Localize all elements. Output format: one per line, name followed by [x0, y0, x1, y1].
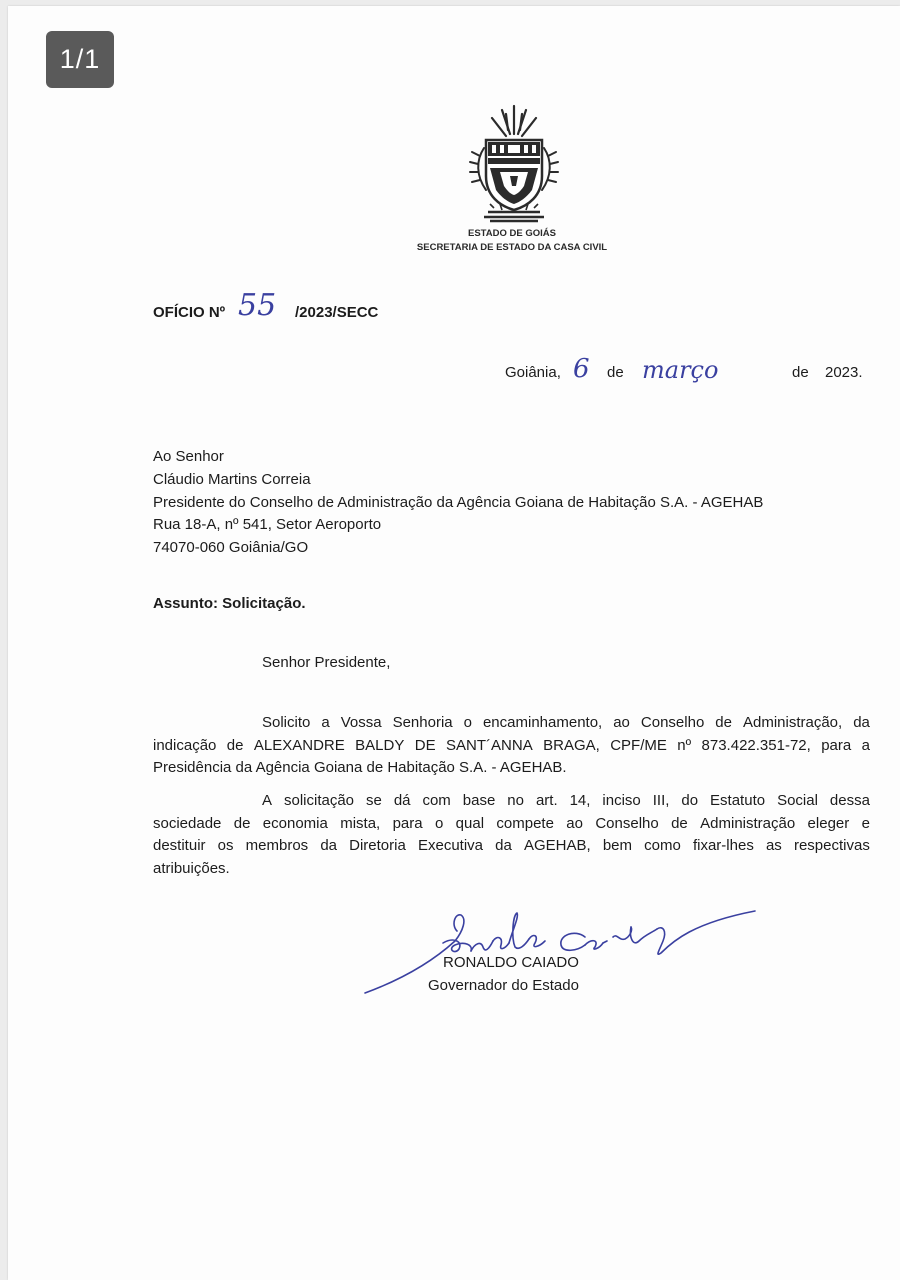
signatory-title: Governador do Estado [428, 977, 579, 994]
body-paragraph-1 [153, 712, 870, 780]
paragraph-line: atribuições. [153, 859, 230, 877]
justified-words: Solicito a Vossa Senhoria o encaminhamento, ao Conselho de Administração, da [262, 714, 870, 731]
page-counter-badge: 1/1 [46, 31, 114, 88]
recipient-line: 74070-060 Goiânia/GO [153, 539, 309, 557]
justified-words: indicação de ALEXANDRE BALDY DE SANT´ANNA BRAGA, CPF/ME nº 873.422.351-72, para a [153, 736, 870, 754]
letterhead [388, 227, 636, 255]
goias-coat-of-arms-icon [466, 100, 562, 224]
document-page [8, 6, 900, 1280]
paragraph-line [153, 790, 870, 813]
oficio-prefix: OFÍCIO Nº [153, 304, 226, 321]
letterhead-secretariat: SECRETARIA DE ESTADO DA CASA CIVIL [416, 242, 608, 253]
paragraph-line [153, 813, 870, 836]
recipient-block [153, 446, 763, 560]
body-paragraph-2 [153, 790, 870, 880]
date-line [505, 354, 870, 392]
signatory-name: RONALDO CAIADO [443, 954, 579, 971]
justified-words: A solicitação se dá com base no art. 14, inciso III, do Estatuto Social dessa [262, 792, 870, 809]
recipient-line: Presidente do Conselho de Administração da Agência Goiana de Habitação S.A. - AGEHAB [153, 493, 764, 511]
date-de-2: de [792, 364, 809, 381]
date-city: Goiânia, [505, 364, 561, 381]
oficio-suffix: /2023/SECC [295, 304, 379, 321]
letterhead-state: ESTADO DE GOIÁS [468, 228, 556, 239]
date-month-handwritten: março [642, 356, 719, 384]
paragraph-line [153, 835, 870, 858]
recipient-line: Cláudio Martins Correia [153, 470, 311, 488]
justified-words: destituir os membros da Diretoria Executiva da AGEHAB, bem como fixar-lhes as respectivas [153, 837, 870, 855]
subject-line: Assunto: Solicitação. [153, 595, 306, 612]
salutation: Senhor Presidente, [262, 654, 391, 671]
justified-words: sociedade de economia mista, para o qual compete ao Conselho de Administração eleger e [153, 814, 870, 832]
paragraph-line [153, 735, 870, 758]
recipient-line: Rua 18-A, nº 541, Setor Aeroporto [153, 516, 382, 534]
recipient-line: Ao Senhor [153, 448, 224, 465]
paragraph-line: Presidência da Agência Goiana de Habitação S.A. - AGEHAB. [153, 759, 567, 777]
paragraph-line [153, 712, 870, 735]
date-year: 2023. [825, 364, 863, 381]
date-de-1: de [607, 364, 624, 381]
oficio-number-handwritten: 55 [238, 288, 277, 323]
date-day-handwritten: 6 [573, 354, 590, 384]
